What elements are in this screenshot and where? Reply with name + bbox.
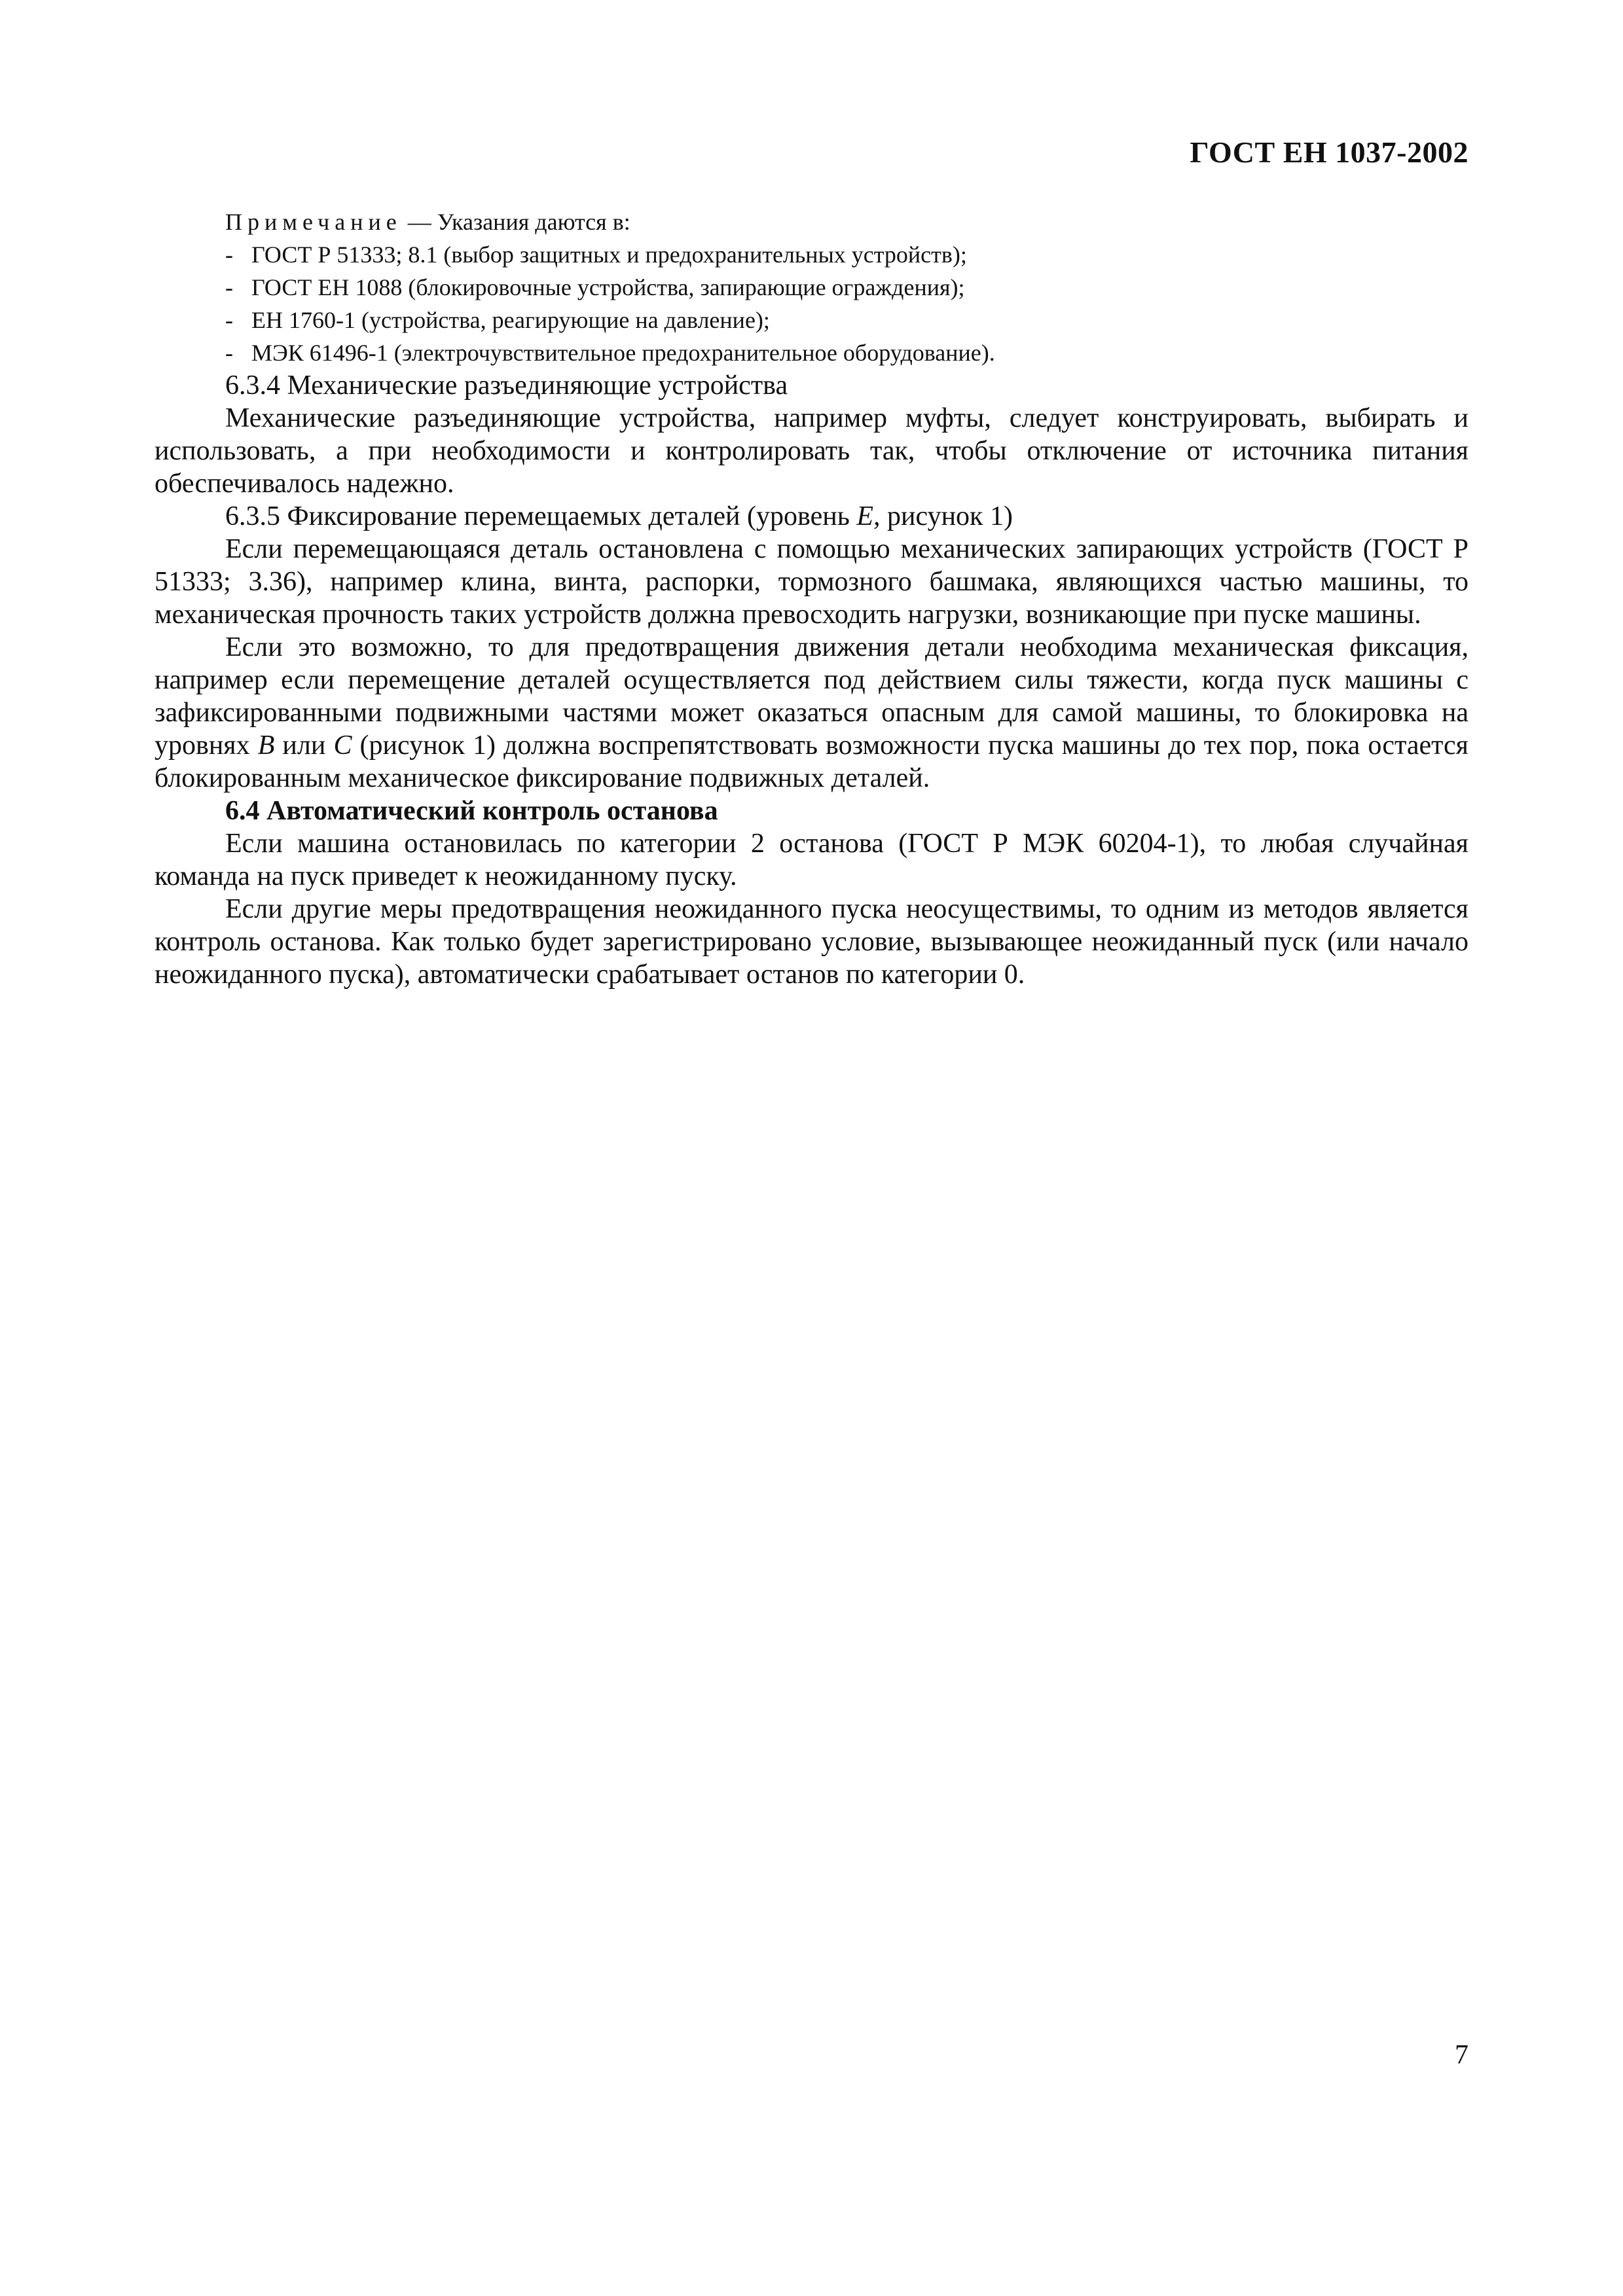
note-item-text: ГОСТ Р 51333; 8.1 (выбор защитных и предохранительных устройств); xyxy=(251,242,967,268)
paragraph-part: или xyxy=(274,730,334,761)
section-6-4-title: 6.4 Автоматический контроль останова xyxy=(225,796,718,826)
document-code: ГОСТ ЕН 1037-2002 xyxy=(1190,135,1468,169)
paragraph-part: Если это возможно, то для предотвращения движения детали необходима механическая фиксация, например если перемещение деталей осуществляется под действием силы тяжести, когда пуск машины с зафиксированными подвижными частями может оказаться опасным для самой машины, то блокировка на уровнях xyxy=(155,632,1468,761)
level-b-label: В xyxy=(257,730,275,761)
page-number: 7 xyxy=(1455,2040,1468,2070)
page-body xyxy=(155,206,1468,991)
level-c-label: С xyxy=(333,730,352,761)
section-6-3-4-text: Механические разъединяющие устройства, например муфты, следует конструировать, выбирать и использовать, а при необходимости и контролировать так, чтобы отключение от источника питания обеспечивалось надежно. xyxy=(155,403,1468,499)
section-6-3-5-title xyxy=(155,500,1468,533)
section-6-3-5-paragraph-1: Если перемещающаяся деталь остановлена с помощью механических запирающих устройств (ГОСТ Р 51333; 3.36), например клина, винта, распорки, тормозного башмака, являющихся частью машины, то механическая прочность таких устройств должна превосходить нагрузки, возникающие при пуске машины. xyxy=(155,534,1468,630)
section-title-part: рисунок 1) xyxy=(880,501,1013,531)
section-6-3-4-title: 6.3.4 Механические разъединяющие устройства xyxy=(225,370,788,401)
section-6-3-5-paragraph-2 xyxy=(155,631,1468,795)
note-item-text: МЭК 61496-1 (электрочувствительное предохранительное оборудование). xyxy=(251,340,995,366)
note-heading xyxy=(155,206,1468,238)
section-6-4-paragraph-2: Если другие меры предотвращения неожиданного пуска неосуществимы, то одним из методов является контроль останова. Как только будет зарегистрировано условие, вызывающее неожиданный пуск (или начало неожиданного пуска), автоматически срабатывает останов по категории 0. xyxy=(155,894,1468,990)
note-block xyxy=(155,206,1468,369)
note-intro: — Указания даются в: xyxy=(401,209,630,235)
note-item: - ГОСТ Р 51333; 8.1 (выбор защитных и предохранительных устройств); xyxy=(225,242,967,268)
section-6-4-paragraph-1: Если машина остановилась по категории 2 останова (ГОСТ Р МЭК 60204-1), то любая случайная команда на пуск приведет к неожиданному пуску. xyxy=(155,829,1468,891)
note-item: - МЭК 61496-1 (электрочувствительное предохранительное оборудование). xyxy=(225,340,995,366)
section-title-part: 6.3.5 Фиксирование перемещаемых деталей (уровень xyxy=(225,501,857,531)
note-item: - ГОСТ ЕН 1088 (блокировочные устройства, запирающие ограждения); xyxy=(225,274,965,300)
paragraph-part: (рисунок 1) должна воспрепятствовать возможности пуска машины до тех пор, пока остается блокированным механическое фиксирование подвижных деталей. xyxy=(155,730,1468,793)
note-label: Примечание xyxy=(225,209,402,235)
note-item-text: ЕН 1760-1 (устройства, реагирующие на давление); xyxy=(251,307,770,333)
level-e-label: Е, xyxy=(856,501,881,531)
note-item: - ЕН 1760-1 (устройства, реагирующие на давление); xyxy=(225,307,770,333)
note-item-text: ГОСТ ЕН 1088 (блокировочные устройства, запирающие ограждения); xyxy=(251,274,965,300)
